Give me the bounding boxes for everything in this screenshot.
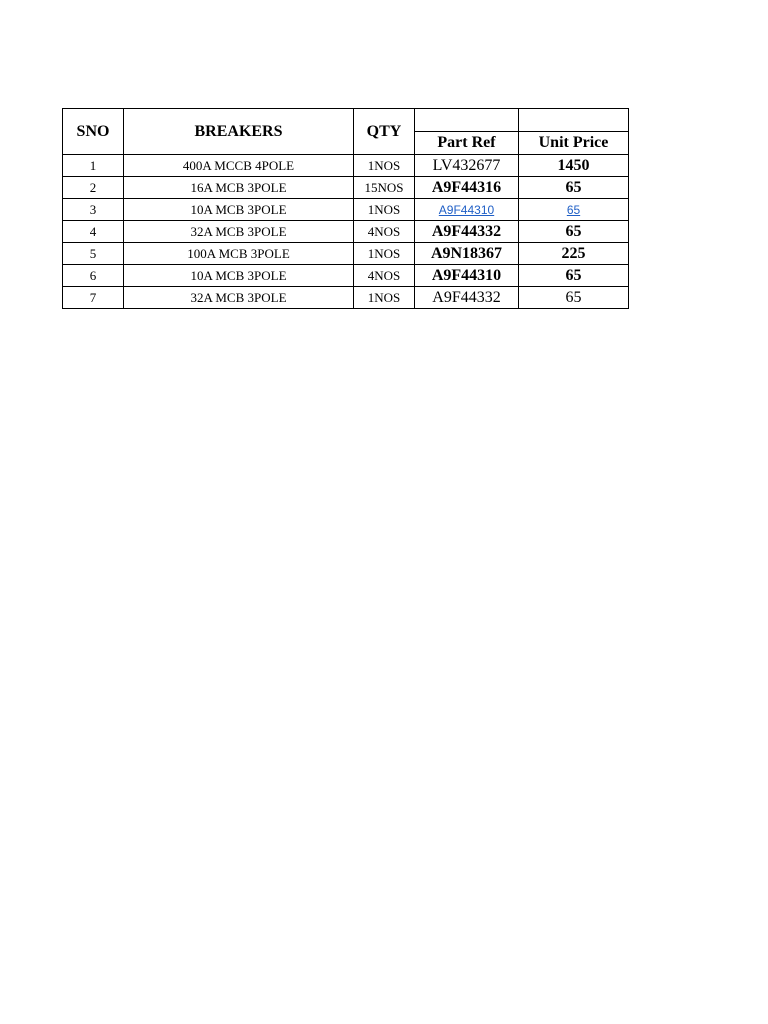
cell-unit-price: 1450 (519, 155, 629, 177)
cell-qty: 4NOS (354, 221, 415, 243)
cell-breaker: 100A MCB 3POLE (124, 243, 354, 265)
table-row (63, 221, 629, 243)
header-row (63, 109, 629, 132)
cell-qty: 1NOS (354, 243, 415, 265)
cell-breaker: 32A MCB 3POLE (124, 287, 354, 309)
cell-breaker: 10A MCB 3POLE (124, 199, 354, 221)
cell-part-ref: A9F44310 (415, 265, 519, 287)
cell-sno: 4 (63, 221, 124, 243)
header-part-ref: Part Ref (415, 132, 519, 155)
cell-part-ref (415, 199, 519, 221)
cell-unit-price (519, 199, 629, 221)
breakers-table (62, 108, 629, 309)
table-row (63, 155, 629, 177)
cell-part-ref: A9F44332 (415, 221, 519, 243)
unit-price-link[interactable]: 65 (566, 202, 581, 217)
cell-qty: 1NOS (354, 287, 415, 309)
header-qty: QTY (354, 109, 415, 155)
table-row (63, 287, 629, 309)
cell-part-ref: A9F44332 (415, 287, 519, 309)
cell-part-ref: A9F44316 (415, 177, 519, 199)
cell-breaker: 32A MCB 3POLE (124, 221, 354, 243)
cell-sno: 3 (63, 199, 124, 221)
cell-qty: 4NOS (354, 265, 415, 287)
table-row (63, 243, 629, 265)
table-row (63, 265, 629, 287)
cell-unit-price: 65 (519, 265, 629, 287)
cell-sno: 1 (63, 155, 124, 177)
cell-unit-price: 225 (519, 243, 629, 265)
table-row (63, 199, 629, 221)
part-ref-link[interactable]: A9F44310 (438, 202, 495, 217)
header-blank-cell (415, 109, 519, 132)
cell-part-ref: LV432677 (415, 155, 519, 177)
cell-sno: 2 (63, 177, 124, 199)
cell-unit-price: 65 (519, 177, 629, 199)
cell-sno: 5 (63, 243, 124, 265)
cell-qty: 15NOS (354, 177, 415, 199)
cell-unit-price: 65 (519, 287, 629, 309)
cell-breaker: 400A MCCB 4POLE (124, 155, 354, 177)
cell-breaker: 10A MCB 3POLE (124, 265, 354, 287)
cell-breaker: 16A MCB 3POLE (124, 177, 354, 199)
header-unit-price: Unit Price (519, 132, 629, 155)
cell-sno: 6 (63, 265, 124, 287)
header-breakers: BREAKERS (124, 109, 354, 155)
table-row (63, 177, 629, 199)
header-blank-cell (519, 109, 629, 132)
cell-qty: 1NOS (354, 199, 415, 221)
cell-part-ref: A9N18367 (415, 243, 519, 265)
cell-sno: 7 (63, 287, 124, 309)
cell-qty: 1NOS (354, 155, 415, 177)
header-sno: SNO (63, 109, 124, 155)
cell-unit-price: 65 (519, 221, 629, 243)
